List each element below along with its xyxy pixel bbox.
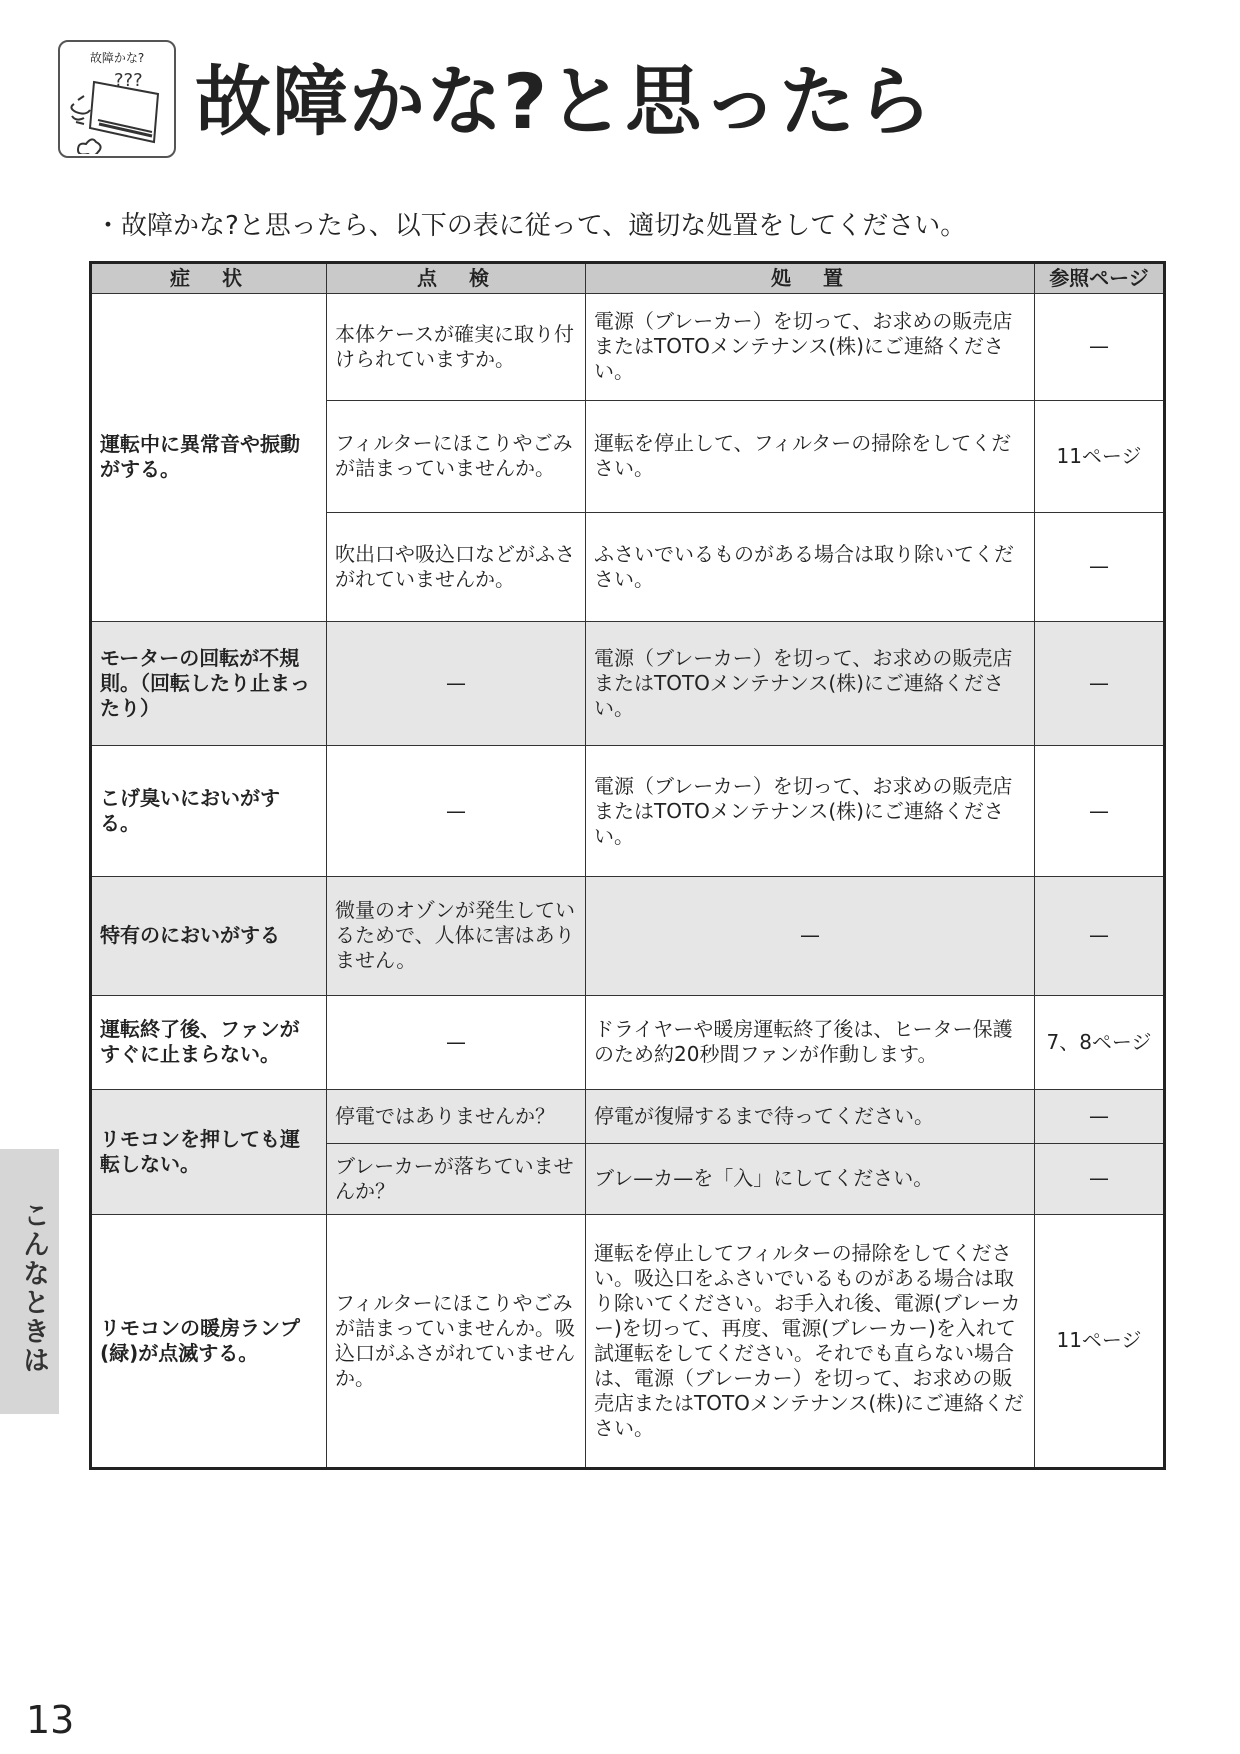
action-cell: ブレ—カ—を「入」にしてください。 — [586, 1144, 1035, 1214]
side-tab-label: こんなときは — [18, 1201, 49, 1375]
symptom-cell: こげ臭いにおいがする。 — [91, 746, 327, 877]
action-cell: 運転を停止してフィルターの掃除をしてください。吸込口をふさいでいるものがある場合は取り除いてください。お手入れ後、電源(ブレーカー)を切って、再度、電源(ブレーカー)を入れて試運転をしてください。それでも直らない場合は、電源（ブレーカー）を切って、お求めの販売店またはTOTOメンテナンス(株)にご連絡ください。 — [586, 1214, 1035, 1468]
header-check: 点 検 — [327, 263, 586, 294]
page-number: 13 — [26, 1698, 75, 1742]
check-cell: フィルターにほこりやごみが詰まっていませんか。 — [327, 400, 586, 513]
action-cell: 電源（ブレーカー）を切って、お求めの販売店またはTOTOメンテナンス(株)にご連絡ください。 — [586, 746, 1035, 877]
action-cell: ふさいでいるものがある場合は取り除いてください。 — [586, 513, 1035, 622]
action-cell: 運転を停止して、フィルターの掃除をしてください。 — [586, 400, 1035, 513]
table-row — [91, 876, 1165, 995]
check-cell: フィルターにほこりやごみが詰まっていませんか。吸込口がふさがれていませんか。 — [327, 1214, 586, 1468]
action-cell: — — [586, 876, 1035, 995]
check-cell: 停電ではありませんか？ — [327, 1089, 586, 1143]
reference-cell: — — [1035, 1144, 1165, 1214]
reference-cell: — — [1035, 621, 1165, 746]
table-row — [91, 294, 1165, 401]
reference-cell: 11ページ — [1035, 1214, 1165, 1468]
action-cell: 電源（ブレーカー）を切って、お求めの販売店またはTOTOメンテナンス(株)にご連絡ください。 — [586, 621, 1035, 746]
action-cell: 停電が復帰するまで待ってください。 — [586, 1089, 1035, 1143]
header-symptom: 症 状 — [91, 263, 327, 294]
table-row — [91, 621, 1165, 746]
table-row — [91, 1214, 1165, 1468]
header-reference-page: 参照ページ — [1035, 263, 1165, 294]
symptom-cell: 特有のにおいがする — [91, 876, 327, 995]
check-cell: 微量のオゾンが発生しているためで、人体に害はありません。 — [327, 876, 586, 995]
reference-cell: — — [1035, 876, 1165, 995]
table-row — [91, 995, 1165, 1089]
troubleshooting-table — [89, 261, 1166, 1470]
check-cell: — — [327, 621, 586, 746]
check-cell: 吹出口や吸込口などがふさがれていませんか。 — [327, 513, 586, 622]
reference-cell: — — [1035, 294, 1165, 401]
reference-cell: 11ページ — [1035, 400, 1165, 513]
symptom-cell: モーターの回転が不規則。（回転したり止まったり） — [91, 621, 327, 746]
symptom-cell: 運転中に異常音や振動がする。 — [91, 294, 327, 622]
symptom-cell: リモコンを押しても運転しない。 — [91, 1089, 327, 1214]
reference-cell: — — [1035, 746, 1165, 877]
check-cell: ブレーカーが落ちていませんか？ — [327, 1144, 586, 1214]
reference-cell: — — [1035, 1089, 1165, 1143]
reference-cell: — — [1035, 513, 1165, 622]
section-side-tab — [0, 1149, 59, 1414]
check-cell: 本体ケースが確実に取り付けられていますか。 — [327, 294, 586, 401]
table-row — [91, 1089, 1165, 1143]
check-cell: — — [327, 746, 586, 877]
symptom-cell: リモコンの暖房ランプ(緑)が点滅する。 — [91, 1214, 327, 1468]
reference-cell: 7、8ページ — [1035, 995, 1165, 1089]
intro-text: ・故障かな?と思ったら、以下の表に従って、適切な処置をしてください。 — [95, 211, 967, 241]
header-illustration — [58, 40, 176, 158]
page-title: 故障かな?と思ったら — [195, 57, 934, 146]
header-action: 処 置 — [586, 263, 1035, 294]
action-cell: 電源（ブレーカー）を切って、お求めの販売店またはTOTOメンテナンス(株)にご連絡ください。 — [586, 294, 1035, 401]
table-row — [91, 746, 1165, 877]
symptom-cell: 運転終了後、ファンがすぐに止まらない。 — [91, 995, 327, 1089]
action-cell: ドライヤーや暖房運転終了後は、ヒーター保護のため約20秒間ファンが作動します。 — [586, 995, 1035, 1089]
svg-text:???: ??? — [114, 70, 143, 91]
broken-appliance-icon — [66, 64, 170, 154]
header-illustration-label: 故障かな? — [89, 51, 145, 65]
check-cell: — — [327, 995, 586, 1089]
table-header-row — [91, 263, 1165, 294]
